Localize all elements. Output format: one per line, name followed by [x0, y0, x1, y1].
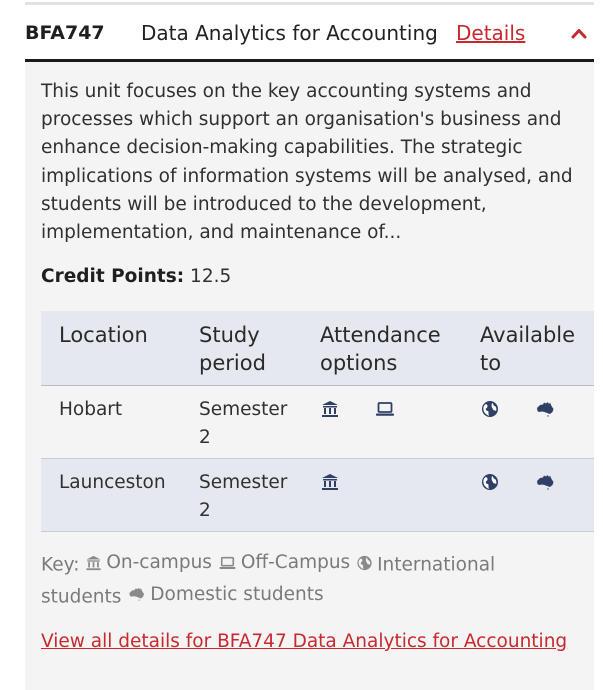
unit-panel: [25, 59, 594, 690]
cell-study-period: Semester 2: [199, 472, 288, 521]
top-divider: [25, 2, 594, 5]
unit-title: Data Analytics for Accounting: [141, 20, 438, 45]
key-off-campus: Off-Campus: [218, 548, 350, 577]
icon-key: Key: On-campus Off-Campus International students Domestic students: [41, 548, 571, 611]
off-campus-icon: [218, 555, 237, 571]
cell-location: Hobart: [59, 399, 123, 420]
header-study-period: Study period: [199, 323, 266, 375]
availability-table: [41, 311, 594, 532]
domestic-icon: [127, 586, 146, 602]
unit-description: This unit focuses on the key accounting systems and processes which support an organisation's business and enhance decision-making capabilities. The strategic implications of information systems will be analysed, and students will be introduced to the development, implementation, and maintenance of...: [41, 81, 573, 244]
key-label: Key:: [41, 554, 80, 576]
key-domestic: Domestic students: [127, 580, 323, 609]
unit-code: BFA747: [25, 21, 105, 44]
table-row: [41, 386, 594, 459]
on-campus-icon: [85, 555, 102, 571]
table-header: [41, 311, 594, 386]
header-available-to: Available to: [480, 323, 576, 375]
off-campus-icon: [375, 400, 395, 418]
on-campus-icon: [321, 473, 339, 491]
international-icon: [356, 555, 373, 571]
key-international: [356, 555, 377, 571]
credit-points-label: Credit Points:: [41, 266, 185, 287]
view-all-details-link[interactable]: View all details for BFA747 Data Analytics for Accounting: [41, 631, 568, 652]
international-icon: [481, 400, 499, 418]
on-campus-icon: [321, 400, 339, 418]
header-attendance: Attendance options: [320, 323, 441, 375]
chevron-up-icon[interactable]: [569, 23, 589, 43]
international-icon: [481, 473, 499, 491]
domestic-icon: [535, 400, 555, 418]
unit-header[interactable]: [25, 6, 594, 59]
domestic-icon: [535, 473, 555, 491]
header-location: Location: [59, 323, 148, 347]
credit-points: [41, 266, 231, 287]
details-link[interactable]: Details: [456, 20, 526, 45]
credit-points-value: 12.5: [190, 266, 232, 287]
cell-study-period: Semester 2: [199, 399, 288, 448]
table-row: [41, 459, 594, 532]
cell-location: Launceston: [59, 472, 166, 493]
key-on-campus: On-campus: [85, 548, 212, 577]
